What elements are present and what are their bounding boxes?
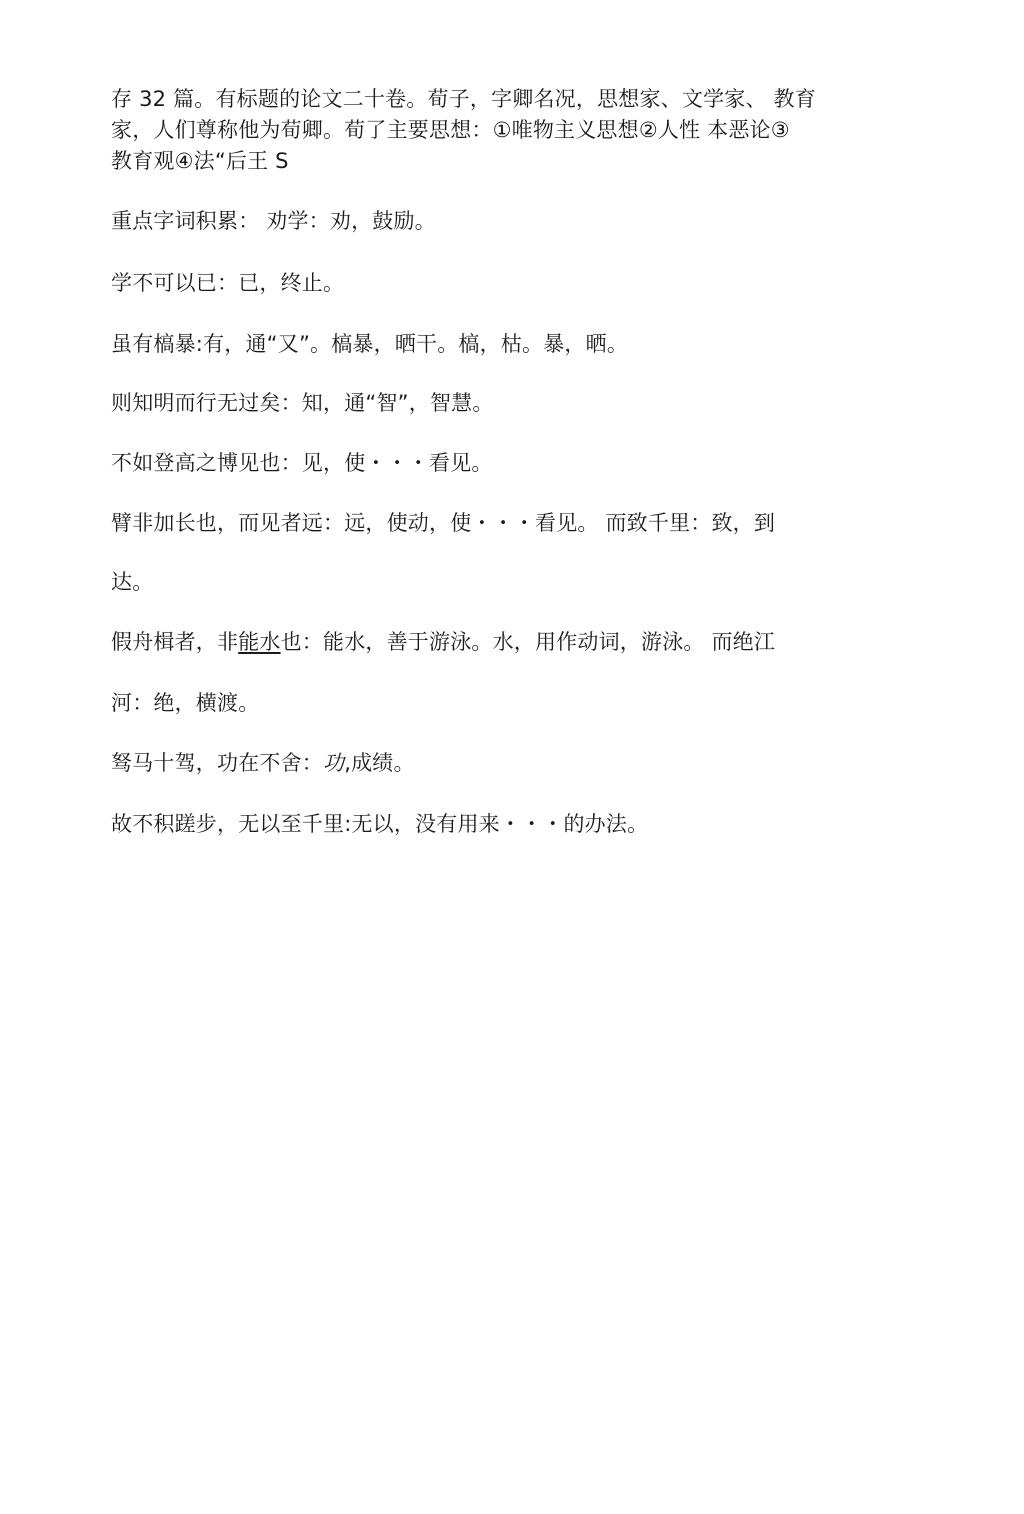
intro-line-2: 家，人们尊称他为荀卿。荀了主要思想：①唯物主义思想②人性 本恶论③ (111, 118, 790, 142)
underlined-term: 能水 (238, 630, 281, 654)
note-bo-jian: 不如登高之博见也：见，使・・・看见。 (111, 451, 493, 475)
note-jia-zhou-ji (111, 627, 775, 657)
intro-line-1: 存 32 篇。有标题的论文二十卷。荀子，字卿名况，思想家、文学家、 教育 (111, 87, 816, 111)
note-bi-fei-jia-chang-cont: 达。 (111, 570, 154, 594)
note-jia-zhou-ji-cont: 河：绝，横渡。 (111, 691, 260, 715)
note-zhi-ming: 则知明而行无过矣：知，通“智”，智慧。 (111, 391, 494, 415)
note-xue-bu-ke-yi-yi: 学不可以已：已，终止。 (111, 271, 345, 295)
note-nu-ma-pre: 驽马十驾，功在不舍： (111, 751, 323, 775)
italic-term: 功 (323, 751, 345, 775)
note-nu-ma-post: ,成绩。 (344, 751, 415, 775)
intro-line-3: 教育观④法“后王 S (111, 149, 289, 173)
note-jia-zhou-ji-post: 也：能水，善于游泳。水，用作动词，游泳。 而绝江 (280, 630, 776, 654)
note-key-words: 重点字词积累： 劝学：劝，鼓励。 (111, 209, 436, 233)
note-nu-ma-shi-jia (111, 748, 415, 778)
note-jia-zhou-ji-pre: 假舟楫者，非 (111, 630, 239, 654)
note-bi-fei-jia-chang: 臂非加长也，而见者远：远，使动，使・・・看见。 而致千里：致，到 (111, 511, 776, 535)
note-bu-ji-kui-bu: 故不积蹉步，无以至千里:无以，没有用来・・・的办法。 (111, 812, 649, 836)
note-gao-pu: 虽有槁暴:有，通“又”。槁暴，晒干。槁，枯。暴，晒。 (111, 332, 629, 356)
intro-paragraph (111, 84, 911, 177)
